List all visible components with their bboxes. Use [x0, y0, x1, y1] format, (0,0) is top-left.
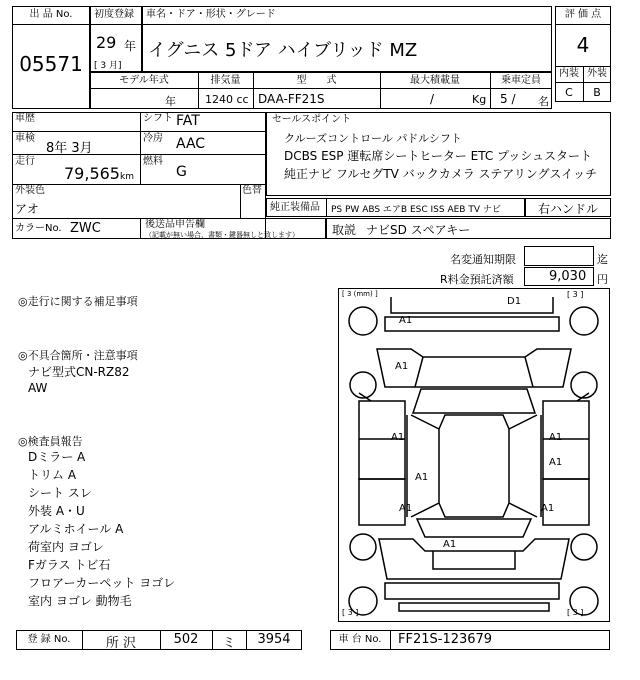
inspector-line: Dミラー A: [28, 450, 86, 464]
reg-class: 502: [173, 632, 199, 647]
aftermarket-label: 後送品申告欄: [145, 219, 205, 230]
inspector-line: 荷室内 ヨゴレ: [28, 540, 104, 554]
color-no-label: カラーNo.: [15, 223, 62, 234]
recycle-unit: 円: [597, 273, 608, 286]
sales-point-line: DCBS ESP 運転席シートヒーター ETC プッシュスタート: [284, 149, 592, 163]
fuel-label: 燃料: [143, 156, 163, 167]
first-reg-month: [ 3 月]: [94, 61, 122, 71]
model-year-label: モデル年式: [119, 75, 169, 86]
interior-value: C: [565, 86, 573, 99]
supplement-title: ◎走行に関する補足事項: [18, 295, 138, 308]
manual-label: 取説: [332, 223, 357, 237]
inspector-line: トリム A: [28, 468, 77, 482]
interior-label: 内装: [559, 68, 579, 79]
displacement-label: 排気量: [210, 75, 241, 86]
sales-point-line: クルーズコントロール パドルシフト: [284, 132, 462, 145]
odo-notice-unit: 迄: [597, 253, 608, 266]
damage-mark: A1: [391, 432, 405, 443]
first-reg-year: 29: [96, 33, 117, 52]
max-load-label: 最大積載量: [410, 75, 460, 86]
equipment-label: 純正装備品: [270, 202, 320, 213]
chassis-value: FF21S-123679: [398, 632, 493, 647]
reg-place: 所 沢: [105, 636, 137, 651]
inspection-label: 車検: [15, 133, 35, 144]
odo-notice-field: [524, 246, 594, 266]
equipment-value: PS PW ABS エアB ESC ISS AEB TV ナビ: [331, 205, 501, 215]
damage-mark: A1: [549, 432, 563, 443]
sales-point-line: 純正ナビ フルセグTV バックカメラ ステアリングスイッチ: [284, 167, 597, 181]
corner-label-top-left: [ 3 (mm) ]: [342, 290, 378, 298]
max-load-unit: Kg: [472, 93, 487, 106]
capacity-label: 乗車定員: [501, 75, 541, 86]
recycle-label: R料金預託済額: [440, 273, 514, 286]
damage-mark: D1: [507, 296, 522, 307]
steering-value: 右ハンドル: [537, 202, 598, 216]
sales-points-label: セールスポイント: [272, 114, 352, 125]
inspector-line: フロアーカーペット ヨゴレ: [28, 576, 176, 590]
grade-value: 4: [576, 33, 590, 57]
damage-mark: A1: [399, 315, 413, 326]
car-diagram: [338, 288, 610, 622]
displacement-value: 1240 cc: [205, 93, 249, 106]
odo-notice-label: 名変通知期限: [450, 253, 516, 266]
reg-kana: ミ: [222, 636, 236, 651]
ac-label: 冷房: [143, 133, 163, 144]
first-reg-year-unit: 年: [124, 39, 137, 53]
inspector-line: 外装 A・U: [28, 504, 85, 518]
aftermarket-note: （記載が無い場合、書類・鍵器無しと致します）: [145, 231, 299, 239]
color-no-value: ZWC: [70, 221, 101, 236]
inspector-line: シート スレ: [28, 486, 92, 500]
ext-color-value: アオ: [15, 202, 39, 216]
lot-number: 05571: [19, 52, 83, 76]
recycle-value: 9,030: [549, 269, 587, 284]
first-reg-label: 初度登録: [94, 9, 134, 20]
mileage-unit: km: [120, 172, 134, 182]
inspector-title: ◎検査員報告: [18, 435, 83, 448]
reg-number: 3954: [257, 632, 291, 647]
damage-mark: A1: [395, 361, 409, 372]
exterior-label: 外装: [587, 68, 607, 79]
exterior-value: B: [593, 86, 601, 99]
type-value: DAA-FF21S: [258, 92, 325, 106]
capacity-value: 5 /: [500, 92, 516, 106]
defects-line: AW: [28, 381, 48, 395]
mileage-label: 走行: [15, 156, 35, 167]
damage-mark: A1: [541, 503, 555, 514]
defects-line: ナビ型式CN-RZ82: [28, 365, 130, 379]
fuel-value: G: [176, 164, 187, 180]
corner-label-top-right: [ 3 ]: [567, 290, 584, 299]
manual-value: ナビSD スペアキー: [366, 223, 471, 237]
inspector-line: Fガラス トビ石: [28, 558, 111, 572]
lot-label: 出 品 No.: [29, 9, 73, 20]
capacity-unit: 名: [538, 95, 549, 108]
damage-mark: A1: [415, 472, 429, 483]
history-label: 車歴: [15, 113, 35, 124]
car-name: イグニス 5ドア ハイブリッド MZ: [148, 40, 418, 61]
ext-color-label: 外装色: [15, 185, 45, 196]
mileage-value: 79,565: [64, 164, 120, 183]
corner-label-bottom-right: [ 3 ]: [567, 608, 584, 617]
damage-mark: A1: [443, 539, 457, 550]
chassis-label: 車 台 No.: [338, 634, 382, 645]
car-name-label: 車名・ドア・形状・グレード: [146, 9, 276, 20]
inspector-line: アルミホイール A: [28, 522, 124, 536]
grade-label: 評 価 点: [564, 9, 602, 20]
reg-label: 登 録 No.: [27, 634, 71, 645]
max-load-value: /: [430, 92, 435, 106]
corner-label-bottom-left: [ 3 ]: [342, 608, 359, 617]
defects-title: ◎不具合箇所・注意事項: [18, 349, 138, 362]
damage-mark: A1: [399, 503, 413, 514]
type-label: 型 式: [296, 75, 337, 86]
damage-mark: A1: [549, 457, 563, 468]
shift-label: シフト: [143, 113, 173, 124]
inspection-value: 8年 3月: [46, 141, 93, 156]
inspector-line: 室内 ヨゴレ 動物毛: [28, 594, 132, 608]
shift-value: FAT: [176, 113, 200, 129]
car-diagram-drawing: [339, 289, 609, 621]
model-year-value: 年: [165, 95, 176, 108]
color-change-label: 色替: [242, 185, 262, 196]
ac-value: AAC: [176, 136, 206, 152]
